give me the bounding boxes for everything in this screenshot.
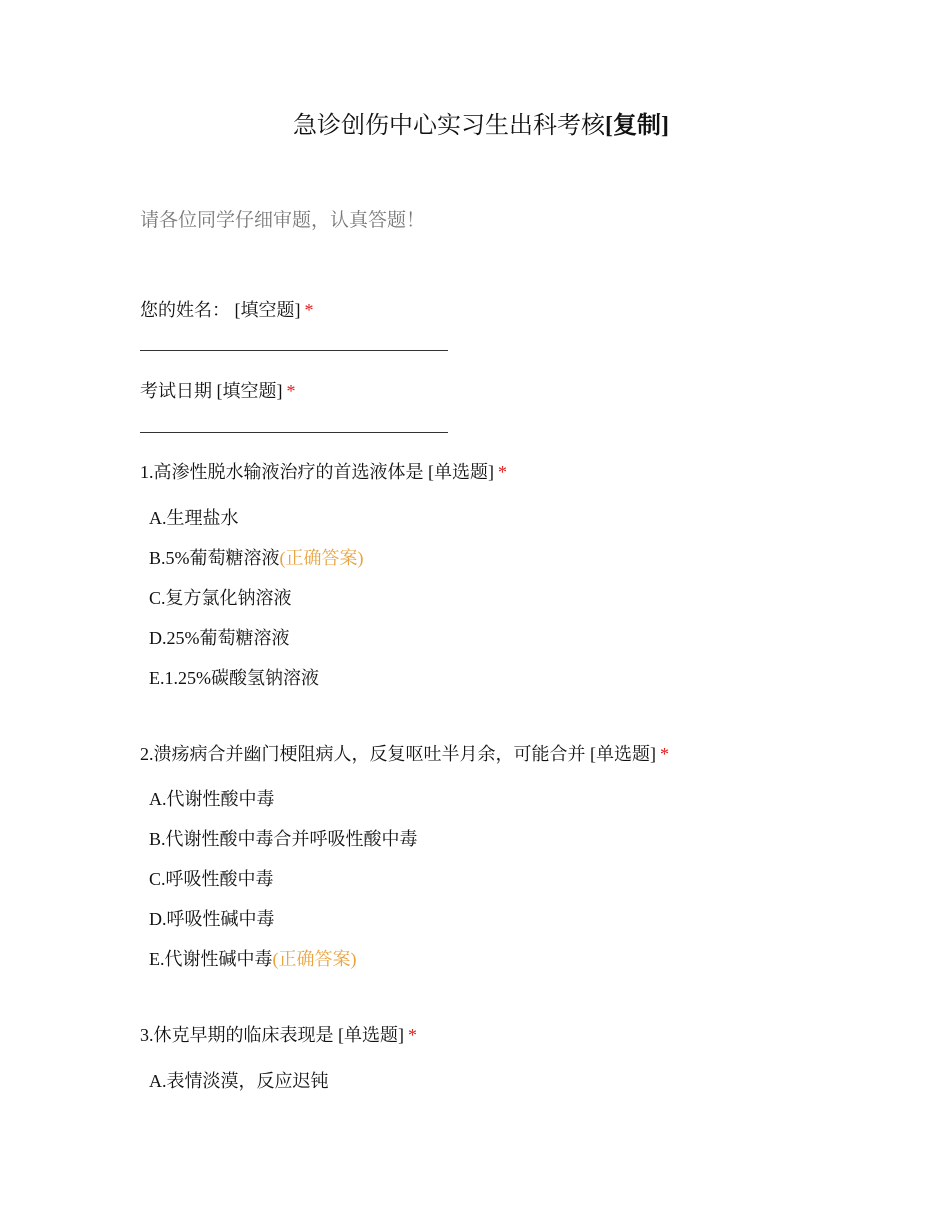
option-text: E.1.25%碳酸氢钠溶液: [149, 668, 319, 688]
correct-answer-label: (正确答案): [272, 949, 357, 969]
exam-date-field-label: [140, 378, 296, 404]
required-mark: *: [660, 744, 669, 764]
document-title-suffix: [复制]: [605, 113, 669, 139]
document-title-main: 急诊创伤中心实习生出科考核: [293, 113, 605, 139]
required-mark: *: [498, 462, 507, 482]
question-1-text: 1.高渗性脱水输液治疗的首选液体是 [单选题]: [140, 462, 494, 482]
question-1-option-c: [149, 585, 292, 611]
option-text: D.25%葡萄糖溶液: [149, 628, 290, 648]
name-field-line[interactable]: [140, 350, 448, 351]
question-1-option-a: [149, 505, 239, 531]
correct-answer-label: (正确答案): [279, 548, 364, 568]
question-2-option-c: [149, 866, 274, 892]
question-3: [140, 1022, 417, 1048]
option-text: A.生理盐水: [149, 508, 239, 528]
option-text: B.代谢性酸中毒合并呼吸性酸中毒: [149, 829, 418, 849]
option-text: C.呼吸性酸中毒: [149, 869, 274, 889]
required-mark: *: [304, 300, 314, 320]
question-3-option-a: [149, 1068, 329, 1094]
option-text: A.代谢性酸中毒: [149, 789, 275, 809]
option-text: D.呼吸性碱中毒: [149, 909, 275, 929]
exam-date-field-line[interactable]: [140, 432, 448, 433]
question-2: [140, 741, 669, 767]
option-text: C.复方氯化钠溶液: [149, 588, 292, 608]
question-2-text: 2.溃疡病合并幽门梗阻病人，反复呕吐半月余，可能合并 [单选题]: [140, 744, 656, 764]
option-text: E.代谢性碱中毒: [149, 949, 273, 969]
exam-date-field-label-text: 考试日期 [填空题]: [140, 381, 283, 401]
question-1-option-e: [149, 665, 319, 691]
question-2-option-d: [149, 906, 275, 932]
document-intro: 请各位同学仔细审题，认真答题！: [140, 210, 426, 231]
name-field-label-text: 您的姓名： [填空题]: [140, 300, 301, 320]
question-2-option-a: [149, 786, 275, 812]
document-title: [0, 110, 950, 142]
question-3-text: 3.休克早期的临床表现是 [单选题]: [140, 1025, 404, 1045]
option-text: B.5%葡萄糖溶液: [149, 548, 280, 568]
question-1-option-b: [149, 545, 364, 571]
question-2-option-e: [149, 946, 357, 972]
name-field-label: [140, 297, 314, 323]
question-2-option-b: [149, 826, 418, 852]
question-1: [140, 459, 507, 485]
required-mark: *: [286, 381, 296, 401]
option-text: A.表情淡漠，反应迟钝: [149, 1071, 329, 1091]
question-1-option-d: [149, 625, 290, 651]
required-mark: *: [408, 1025, 417, 1045]
